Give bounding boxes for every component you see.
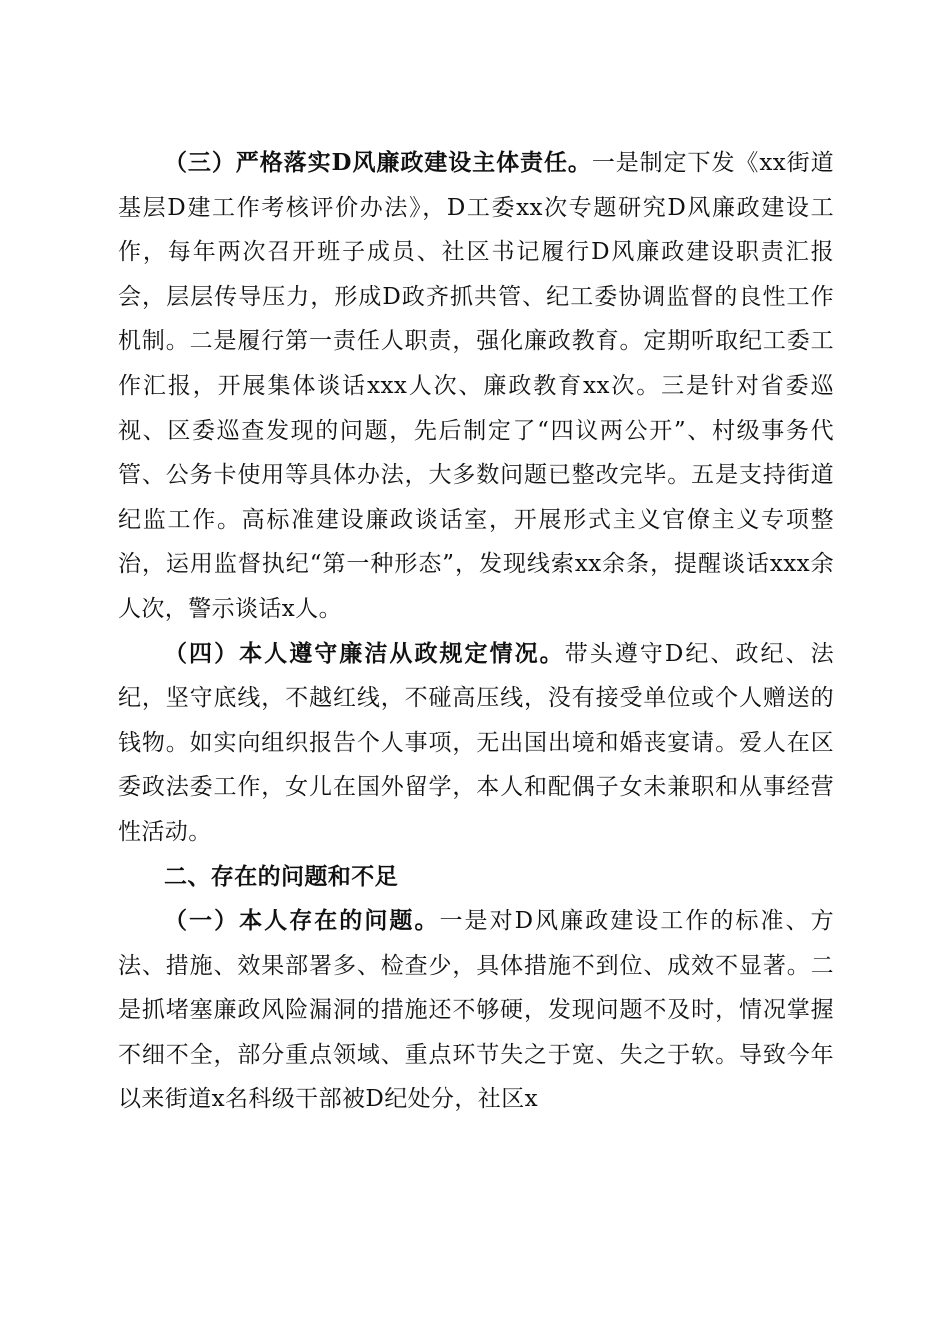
- paragraph-responsibility: [118, 141, 834, 632]
- paragraph-text: 带头遵守D纪、政纪、法纪，坚守底线，不越红线，不碰高压线，没有接受单位或个人赠送的钱物。如实向组织报告个人事项，无出国出境和婚丧宴请。爱人在区委政法委工作，女儿在国外留学，本人和配偶子女未兼职和从事经营性活动。: [118, 640, 835, 845]
- paragraph-text: 一是对D风廉政建设工作的标准、方法、措施、效果部署多、检查少，具体措施不到位、成效不显著。二是抓堵塞廉政风险漏洞的措施还不够硬，发现问题不及时，情况掌握不细不全，部分重点领域、重点环节失之于宽、失之于软。导致今年以来街道x名科级干部被D纪处分，社区x: [118, 908, 835, 1113]
- paragraph-lead: （三）严格落实D风廉政建设主体责任。: [164, 149, 592, 176]
- paragraph-lead: （一）本人存在的问题。: [164, 907, 440, 935]
- paragraph-lead: （四）本人遵守廉洁从政规定情况。: [164, 639, 565, 667]
- paragraph-integrity: [118, 632, 834, 855]
- document-body: [118, 141, 834, 1122]
- paragraph-text: 一是制定下发《xx街道基层D建工作考核评价办法》，D工委xx次专题研究D风廉政建设工作，每年两次召开班子成员、社区书记履行D风廉政建设职责汇报会，层层传导压力，形成D政齐抓共管、纪工委协调监督的良性工作机制。二是履行第一责任人职责，强化廉政教育。定期听取纪工委工作汇报，开展集体谈话xxx人次、廉政教育xx次。三是针对省委巡视、区委巡查发现的问题，先后制定了“四议两公开”、村级事务代管、公务卡使用等具体办法，大多数问题已整改完毕。五是支持街道纪监工作。高标准建设廉政谈话室，开展形式主义官僚主义专项整治，运用监督执纪“第一种形态”，发现线索xx余条，提醒谈话xxx余人次，警示谈话x人。: [118, 150, 834, 622]
- section-heading: 二、存在的问题和不足: [164, 863, 398, 890]
- paragraph-problems: [118, 899, 834, 1122]
